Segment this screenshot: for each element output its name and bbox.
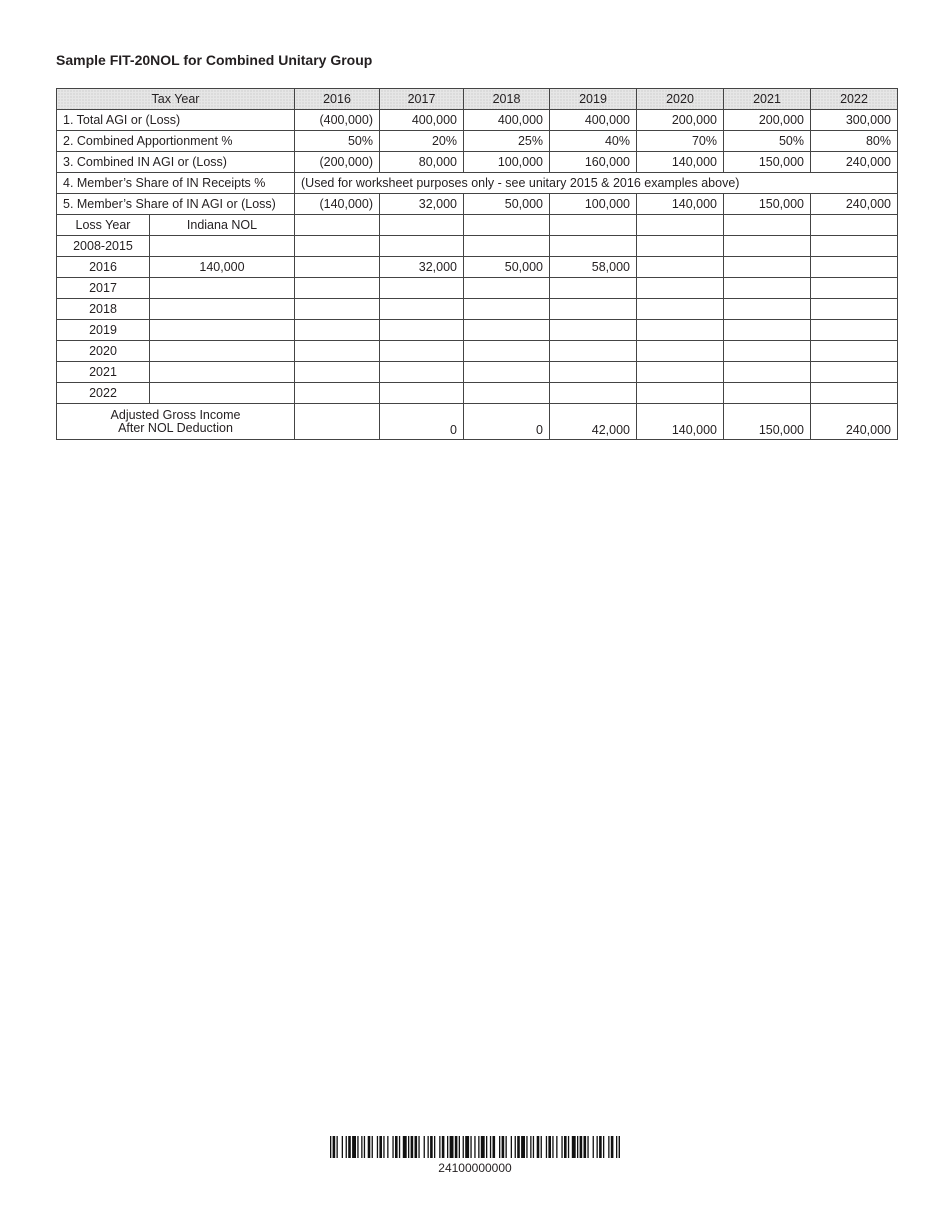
barcode-bar: [577, 1136, 578, 1158]
value-cell: 140,000: [637, 194, 724, 215]
barcode-bar: [499, 1136, 500, 1158]
loss-year-header: Loss Year: [57, 215, 150, 236]
nol-usage-cell: [637, 362, 724, 383]
barcode-bar: [568, 1136, 569, 1158]
nol-usage-cell: [811, 299, 898, 320]
nol-usage-cell: [295, 299, 380, 320]
nol-header-row: [57, 215, 898, 236]
barcode-bar: [428, 1136, 429, 1158]
year-header: 2018: [464, 89, 550, 110]
empty-cell: [550, 215, 637, 236]
barcode-bar: [415, 1136, 418, 1158]
agi-label-line: Adjusted Gross Income: [110, 407, 241, 422]
nol-usage-cell: [464, 236, 550, 257]
nol-usage-cell: [811, 362, 898, 383]
barcode-bar: [552, 1136, 553, 1158]
value-cell: 100,000: [550, 194, 637, 215]
loss-year-cell: 2021: [57, 362, 150, 383]
year-header: 2017: [380, 89, 464, 110]
barcode-bar: [411, 1136, 414, 1158]
nol-usage-cell: [724, 257, 811, 278]
row-label: 5. Member’s Share of IN AGI or (Loss): [57, 194, 295, 215]
barcode-bar: [330, 1136, 331, 1158]
barcode-bar: [521, 1136, 525, 1158]
year-header: 2019: [550, 89, 637, 110]
barcode-bar: [352, 1136, 356, 1158]
barcode-bar: [342, 1136, 343, 1158]
value-cell: 32,000: [380, 194, 464, 215]
nol-usage-cell: [464, 278, 550, 299]
value-cell: 100,000: [464, 152, 550, 173]
barcode-bar: [593, 1136, 594, 1158]
barcode-bar: [408, 1136, 409, 1158]
indiana-nol-cell: [150, 383, 295, 404]
barcode-bar: [470, 1136, 471, 1158]
barcode-bar: [608, 1136, 609, 1158]
nol-usage-cell: [550, 362, 637, 383]
barcode-bar: [599, 1136, 602, 1158]
barcode-bar: [392, 1136, 393, 1158]
nol-usage-cell: [464, 299, 550, 320]
nol-usage-cell: [637, 299, 724, 320]
header-row: [57, 89, 898, 110]
value-cell: 400,000: [550, 110, 637, 131]
barcode-bar: [439, 1136, 440, 1158]
agi-value-cell: 150,000: [724, 404, 811, 440]
nol-usage-cell: [295, 257, 380, 278]
page-title: Sample FIT-20NOL for Combined Unitary Group: [56, 52, 373, 68]
empty-cell: [295, 215, 380, 236]
value-cell: 80%: [811, 131, 898, 152]
barcode-bar: [584, 1136, 587, 1158]
value-cell: (400,000): [295, 110, 380, 131]
agi-value-cell: 140,000: [637, 404, 724, 440]
value-cell: 50%: [295, 131, 380, 152]
barcode-number: 24100000000: [438, 1161, 512, 1175]
loss-year-cell: 2022: [57, 383, 150, 404]
agi-after-nol-row: [57, 404, 898, 440]
empty-cell: [811, 215, 898, 236]
barcode-bar: [403, 1136, 407, 1158]
table-row: [57, 152, 898, 173]
nol-row: [57, 236, 898, 257]
table-row: [57, 131, 898, 152]
nol-usage-cell: [811, 278, 898, 299]
loss-year-cell: 2019: [57, 320, 150, 341]
agi-value-cell: 240,000: [811, 404, 898, 440]
value-cell: (200,000): [295, 152, 380, 173]
barcode-bar: [580, 1136, 583, 1158]
barcode-bar: [541, 1136, 542, 1158]
agi-value-cell: 42,000: [550, 404, 637, 440]
indiana-nol-cell: [150, 299, 295, 320]
indiana-nol-cell: [150, 320, 295, 341]
barcode-bar: [463, 1136, 464, 1158]
barcode-bar: [616, 1136, 617, 1158]
value-cell: 150,000: [724, 152, 811, 173]
barcode-bar: [572, 1136, 576, 1158]
barcode-bar: [447, 1136, 448, 1158]
barcode-bar: [597, 1136, 598, 1158]
empty-cell: [637, 215, 724, 236]
barcode-bar: [442, 1136, 445, 1158]
barcode-bar: [364, 1136, 365, 1158]
indiana-nol-cell: [150, 362, 295, 383]
nol-usage-cell: [724, 362, 811, 383]
nol-usage-cell: [811, 383, 898, 404]
loss-year-cell: 2017: [57, 278, 150, 299]
nol-usage-cell: [380, 299, 464, 320]
agi-value-cell: [295, 404, 380, 440]
nol-usage-cell: [637, 257, 724, 278]
barcode-bar: [459, 1136, 460, 1158]
loss-year-cell: 2018: [57, 299, 150, 320]
barcode-bar: [561, 1136, 562, 1158]
nol-usage-cell: [295, 362, 380, 383]
barcode-bar: [603, 1136, 604, 1158]
barcode-bar: [533, 1136, 534, 1158]
nol-usage-cell: [724, 236, 811, 257]
value-cell: 300,000: [811, 110, 898, 131]
nol-row: [57, 257, 898, 278]
indiana-nol-cell: [150, 236, 295, 257]
nol-usage-cell: [637, 278, 724, 299]
barcode-bar: [337, 1136, 338, 1158]
nol-usage-cell: [380, 320, 464, 341]
barcode-bar: [450, 1136, 454, 1158]
value-cell: 140,000: [637, 152, 724, 173]
barcode-bar: [548, 1136, 551, 1158]
value-cell: 70%: [637, 131, 724, 152]
row-note: (Used for worksheet purposes only - see unitary 2015 & 2016 examples above): [295, 173, 898, 194]
nol-usage-cell: [295, 236, 380, 257]
value-cell: 50%: [724, 131, 811, 152]
nol-usage-cell: [550, 383, 637, 404]
value-cell: 40%: [550, 131, 637, 152]
nol-usage-cell: [550, 236, 637, 257]
nol-row: [57, 278, 898, 299]
barcode-bar: [619, 1136, 620, 1158]
barcode-bar: [430, 1136, 433, 1158]
year-header: 2020: [637, 89, 724, 110]
nol-usage-cell: [724, 299, 811, 320]
indiana-nol-header: Indiana NOL: [150, 215, 295, 236]
year-header: 2016: [295, 89, 380, 110]
agi-value-cell: 0: [464, 404, 550, 440]
barcode-bar: [395, 1136, 398, 1158]
barcode-bar: [530, 1136, 531, 1158]
nol-usage-cell: 58,000: [550, 257, 637, 278]
nol-usage-cell: [295, 383, 380, 404]
barcode-bar: [372, 1136, 373, 1158]
nol-usage-cell: [464, 362, 550, 383]
value-cell: 200,000: [637, 110, 724, 131]
nol-usage-cell: [380, 278, 464, 299]
empty-cell: [724, 215, 811, 236]
indiana-nol-cell: [150, 278, 295, 299]
nol-usage-cell: [724, 341, 811, 362]
empty-cell: [380, 215, 464, 236]
value-cell: 20%: [380, 131, 464, 152]
barcode-bar: [587, 1136, 588, 1158]
barcode-bar: [517, 1136, 520, 1158]
barcode-bar: [387, 1136, 388, 1158]
empty-cell: [464, 215, 550, 236]
loss-year-cell: 2020: [57, 341, 150, 362]
barcode-bar: [515, 1136, 516, 1158]
barcode-bar: [478, 1136, 479, 1158]
barcode-bar: [511, 1136, 512, 1158]
nol-usage-cell: [637, 341, 724, 362]
nol-usage-cell: [811, 236, 898, 257]
nol-usage-cell: 50,000: [464, 257, 550, 278]
nol-row: [57, 362, 898, 383]
nol-usage-cell: [464, 341, 550, 362]
barcode-bar: [333, 1136, 336, 1158]
nol-usage-cell: [464, 383, 550, 404]
year-header: 2021: [724, 89, 811, 110]
nol-usage-cell: [380, 383, 464, 404]
barcode-bar: [348, 1136, 351, 1158]
nol-usage-cell: [724, 278, 811, 299]
barcode-bar: [486, 1136, 487, 1158]
value-cell: 80,000: [380, 152, 464, 173]
barcode-bar: [357, 1136, 358, 1158]
nol-usage-cell: [637, 320, 724, 341]
loss-year-cell: 2016: [57, 257, 150, 278]
nol-usage-cell: [295, 320, 380, 341]
tax-year-header: Tax Year: [57, 89, 295, 110]
value-cell: 25%: [464, 131, 550, 152]
nol-usage-cell: [811, 257, 898, 278]
table-row: [57, 110, 898, 131]
nol-row: [57, 320, 898, 341]
barcode-bar: [434, 1136, 435, 1158]
nol-usage-cell: [295, 341, 380, 362]
barcode-bar: [399, 1136, 400, 1158]
barcode-bar: [474, 1136, 475, 1158]
value-cell: (140,000): [295, 194, 380, 215]
barcode-bar: [465, 1136, 469, 1158]
nol-usage-cell: [811, 320, 898, 341]
agi-after-nol-label: [57, 404, 295, 440]
barcode-bar: [546, 1136, 547, 1158]
barcode-bar: [418, 1136, 419, 1158]
table-row: [57, 173, 898, 194]
nol-usage-cell: [550, 278, 637, 299]
nol-usage-cell: [464, 320, 550, 341]
nol-usage-cell: [295, 278, 380, 299]
barcode-bar: [537, 1136, 540, 1158]
row-label: 2. Combined Apportionment %: [57, 131, 295, 152]
nol-row: [57, 341, 898, 362]
nol-usage-cell: 32,000: [380, 257, 464, 278]
nol-usage-cell: [380, 362, 464, 383]
value-cell: 200,000: [724, 110, 811, 131]
barcode-bar: [383, 1136, 384, 1158]
value-cell: 400,000: [380, 110, 464, 131]
nol-row: [57, 299, 898, 320]
barcode-bar: [368, 1136, 371, 1158]
barcode-bar: [506, 1136, 507, 1158]
barcode-bar: [481, 1136, 485, 1158]
barcode-bar: [526, 1136, 527, 1158]
indiana-nol-cell: 140,000: [150, 257, 295, 278]
barcode-bar: [564, 1136, 567, 1158]
row-label: 4. Member’s Share of IN Receipts %: [57, 173, 295, 194]
row-label: 3. Combined IN AGI or (Loss): [57, 152, 295, 173]
barcode-bar: [361, 1136, 362, 1158]
nol-usage-cell: [550, 341, 637, 362]
barcode-bar: [502, 1136, 505, 1158]
nol-usage-cell: [380, 236, 464, 257]
loss-year-cell: 2008-2015: [57, 236, 150, 257]
value-cell: 240,000: [811, 194, 898, 215]
table-row: [57, 194, 898, 215]
barcode-bar: [490, 1136, 491, 1158]
barcode-bar: [455, 1136, 458, 1158]
value-cell: 50,000: [464, 194, 550, 215]
nol-usage-cell: [550, 320, 637, 341]
nol-usage-cell: [811, 341, 898, 362]
barcode-bar: [346, 1136, 347, 1158]
agi-value-cell: 0: [380, 404, 464, 440]
barcode-bar: [556, 1136, 557, 1158]
value-cell: 150,000: [724, 194, 811, 215]
nol-usage-cell: [724, 383, 811, 404]
nol-worksheet-table: [56, 88, 898, 440]
value-cell: 240,000: [811, 152, 898, 173]
barcode-bar: [424, 1136, 425, 1158]
barcode-bar: [493, 1136, 496, 1158]
row-label: 1. Total AGI or (Loss): [57, 110, 295, 131]
barcode-bar: [377, 1136, 378, 1158]
barcode: [330, 1136, 620, 1158]
nol-usage-cell: [724, 320, 811, 341]
barcode-bar: [379, 1136, 382, 1158]
indiana-nol-cell: [150, 341, 295, 362]
nol-usage-cell: [380, 341, 464, 362]
nol-usage-cell: [550, 299, 637, 320]
value-cell: 400,000: [464, 110, 550, 131]
barcode-bar: [611, 1136, 614, 1158]
agi-label-line: After NOL Deduction: [118, 420, 233, 435]
nol-usage-cell: [637, 383, 724, 404]
nol-row: [57, 383, 898, 404]
year-header: 2022: [811, 89, 898, 110]
nol-usage-cell: [637, 236, 724, 257]
value-cell: 160,000: [550, 152, 637, 173]
